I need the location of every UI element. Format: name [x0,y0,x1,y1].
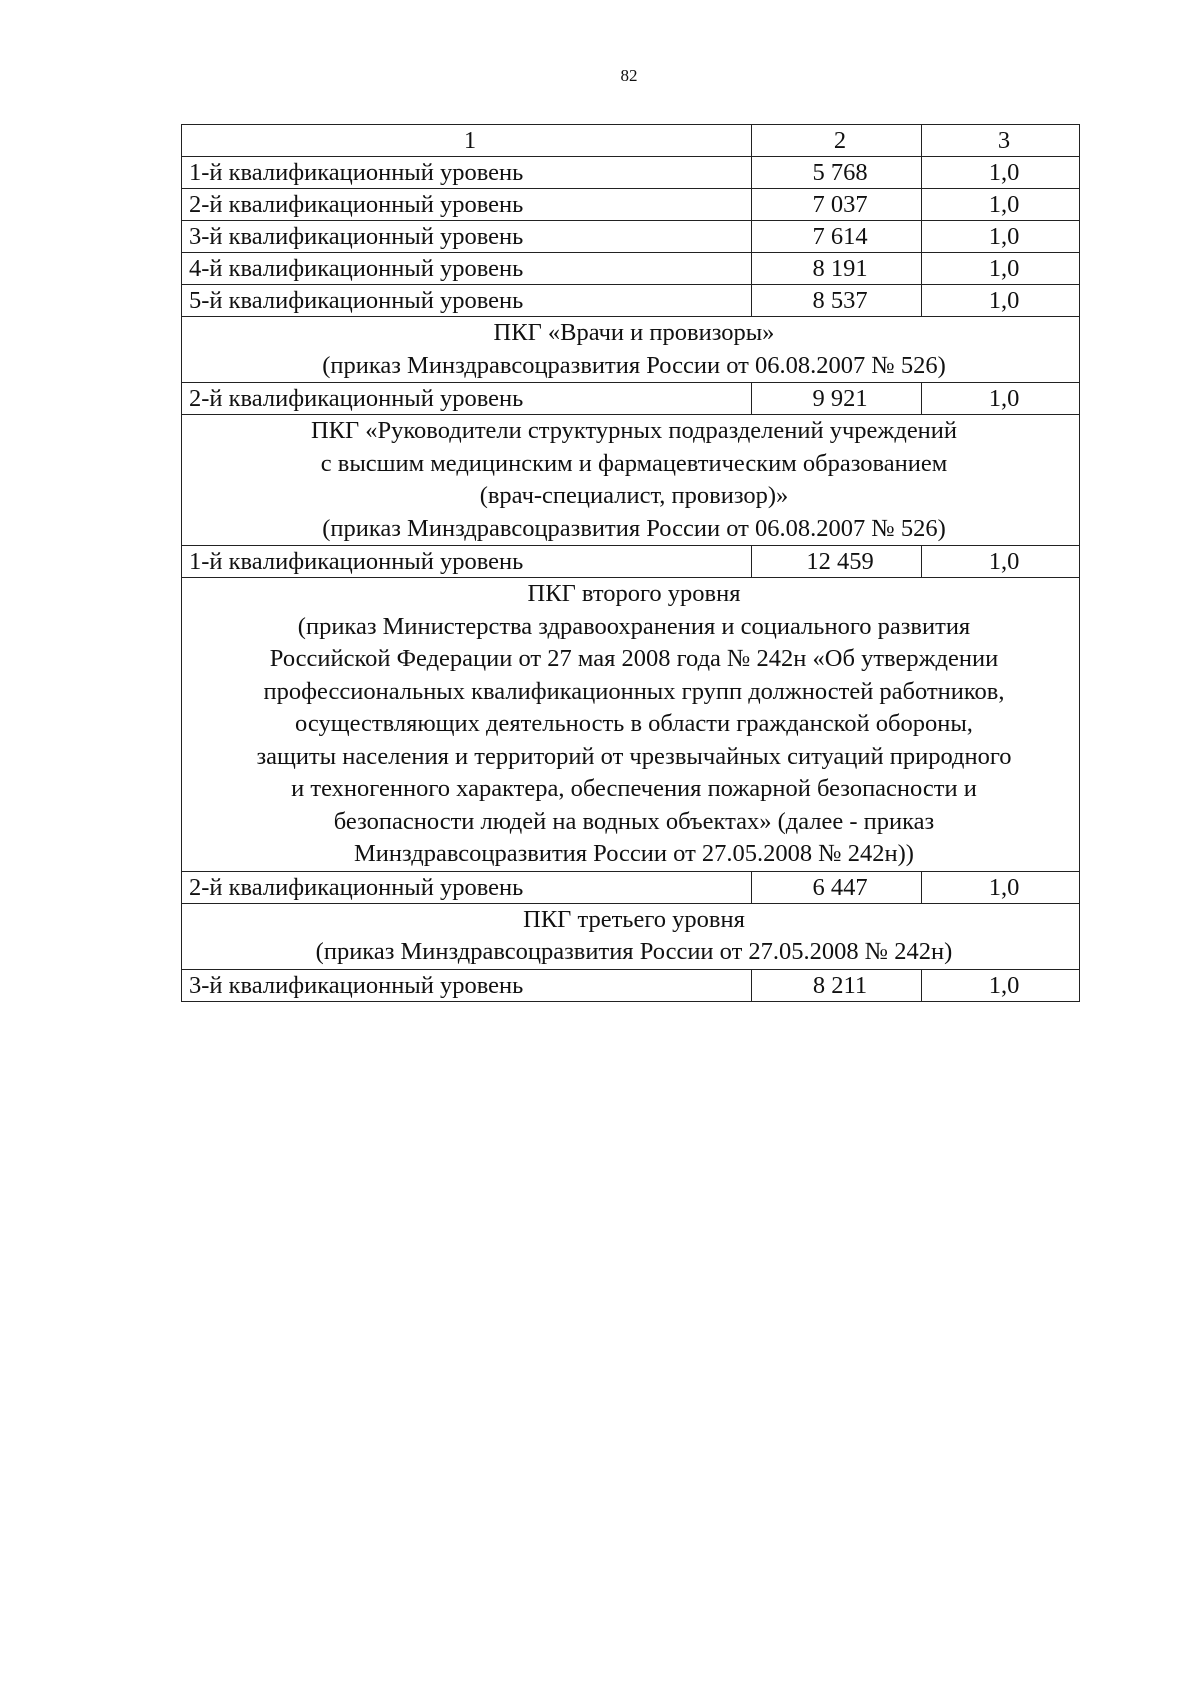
coefficient-cell: 1,0 [922,285,1080,317]
section-line: Минздравсоцразвития России от 27.05.2008 № 242н)) [354,840,914,867]
level-label-cell: 4-й квалификационный уровень [182,253,752,285]
coefficient-cell: 1,0 [922,383,1080,415]
coefficient-cell: 1,0 [922,871,1080,903]
section-header-row [182,415,1080,546]
salary-cell: 6 447 [752,871,922,903]
section-line: (приказ Минздравсоцразвития России от 06.08.2007 № 526) [322,351,946,379]
column-header: 3 [922,125,1080,157]
level-label-cell: 2-й квалификационный уровень [182,871,752,903]
section-header-cell [182,578,1080,872]
section-line: профессиональных квалификационных групп должностей работников, [263,677,1005,705]
level-label-cell: 2-й квалификационный уровень [182,383,752,415]
section-line: с высшим медицинским и фармацевтическим образованием [320,449,948,477]
section-header-row [182,317,1080,383]
salary-cell: 7 614 [752,221,922,253]
section-line: (приказ Минздравсоцразвития России от 06.08.2007 № 526) [322,514,946,542]
salary-cell: 7 037 [752,189,922,221]
coefficient-cell: 1,0 [922,253,1080,285]
table-row [182,221,1080,253]
coefficient-cell: 1,0 [922,189,1080,221]
table-row [182,383,1080,415]
level-label-cell: 2-й квалификационный уровень [182,189,752,221]
section-line: ПКГ «Врачи и провизоры» [493,319,775,346]
column-header: 1 [182,125,752,157]
section-line: (приказ Минздравсоцразвития России от 27.05.2008 № 242н) [315,938,953,965]
section-line: Российской Федерации от 27 мая 2008 года № 242н «Об утверждении [269,645,999,672]
section-line: ПКГ «Руководители структурных подразделений учреждений [310,417,958,444]
page-number: 82 [620,66,638,85]
coefficient-cell: 1,0 [922,969,1080,1001]
salary-table [181,124,1080,1002]
level-label-cell: 3-й квалификационный уровень [182,969,752,1001]
salary-cell: 8 191 [752,253,922,285]
section-header-row [182,903,1080,969]
table-row [182,189,1080,221]
table-row [182,546,1080,578]
table-header-row [182,125,1080,157]
section-line: безопасности людей на водных объектах» (далее - приказ [333,807,935,835]
level-label-cell: 5-й квалификационный уровень [182,285,752,317]
section-header-cell [182,317,1080,383]
coefficient-cell: 1,0 [922,546,1080,578]
salary-cell: 8 211 [752,969,922,1001]
table-row [182,253,1080,285]
section-header-cell [182,903,1080,969]
section-line: ПКГ второго уровня [527,580,741,607]
level-label-cell: 1-й квалификационный уровень [182,546,752,578]
table-row [182,157,1080,189]
salary-cell: 9 921 [752,383,922,415]
salary-cell: 5 768 [752,157,922,189]
section-line: защиты населения и территорий от чрезвычайных ситуаций природного [256,742,1012,770]
section-line: осуществляющих деятельность в области гражданской обороны, [295,710,973,737]
level-label-cell: 1-й квалификационный уровень [182,157,752,189]
table-body [182,125,1080,1002]
section-line: (приказ Министерства здравоохранения и социального развития [297,612,971,640]
section-line: ПКГ третьего уровня [523,905,745,933]
level-label-cell: 3-й квалификационный уровень [182,221,752,253]
salary-cell: 8 537 [752,285,922,317]
coefficient-cell: 1,0 [922,157,1080,189]
salary-cell: 12 459 [752,546,922,578]
table-row [182,969,1080,1001]
coefficient-cell: 1,0 [922,221,1080,253]
section-header-cell [182,415,1080,546]
section-line: (врач-специалист, провизор)» [479,482,789,509]
section-line: и техногенного характера, обеспечения пожарной безопасности и [291,775,977,802]
table-row [182,285,1080,317]
column-header: 2 [752,125,922,157]
section-header-row [182,578,1080,872]
table-row [182,871,1080,903]
